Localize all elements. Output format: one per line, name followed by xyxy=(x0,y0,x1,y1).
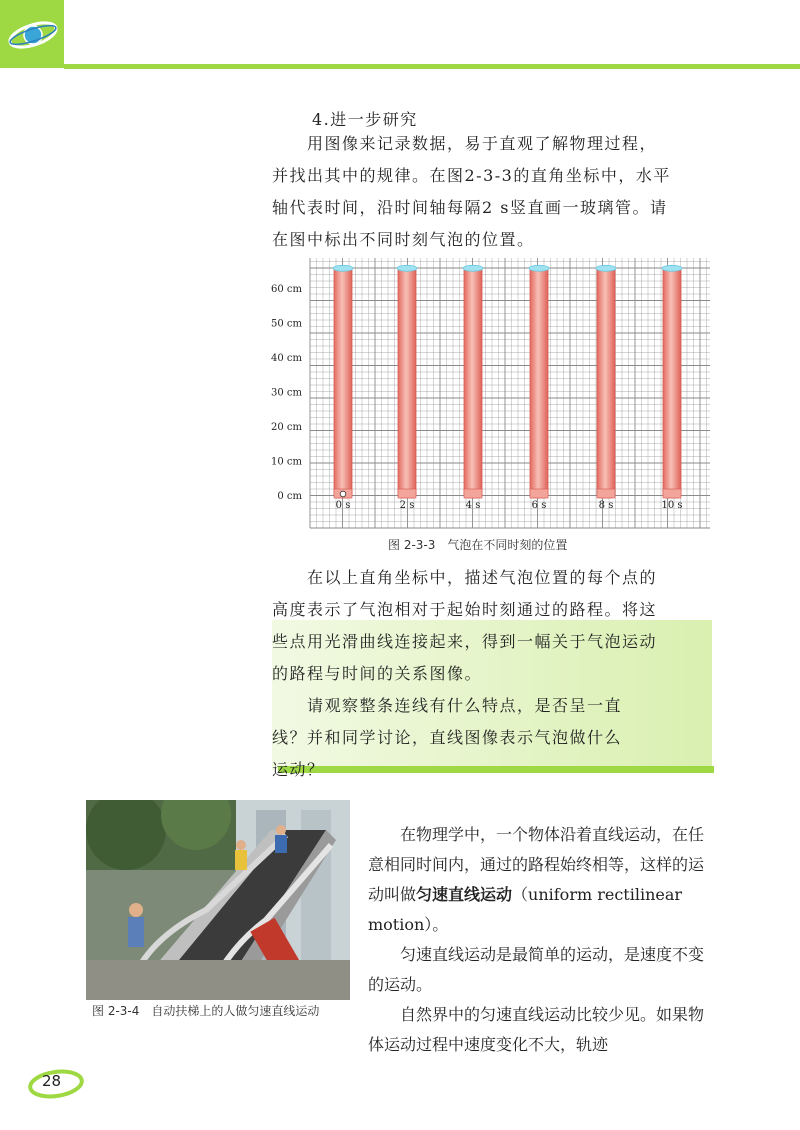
tube-cap xyxy=(596,265,616,271)
page-number: 28 xyxy=(42,1072,62,1090)
grid xyxy=(310,258,710,528)
tube-base xyxy=(398,489,416,498)
section-heading: 4.进一步研究 xyxy=(312,110,418,129)
tube-cap xyxy=(333,265,353,271)
intro-line: 在图中标出不同时刻气泡的位置。 xyxy=(272,230,535,249)
glass-tube xyxy=(530,267,548,498)
discussion-line: 在以上直角坐标中，描述气泡位置的每个点的 xyxy=(272,568,658,587)
body-text xyxy=(368,820,713,1060)
tube-cap xyxy=(662,265,682,271)
figure-caption: 图 2-3-3 气泡在不同时刻的位置 xyxy=(388,538,568,552)
intro-paragraph xyxy=(272,128,712,256)
tube-cap xyxy=(397,265,417,271)
bubble-position-graph xyxy=(240,250,720,540)
discussion-line: 些点用光滑曲线连接起来，得到一幅关于气泡运动 xyxy=(272,632,658,651)
discussion-line: 的路程与时间的关系图像。 xyxy=(272,664,483,683)
intro-line: 并找出其中的规律。在图2-3-3的直角坐标中，水平 xyxy=(272,166,671,185)
y-tick-label: 40 cm xyxy=(271,353,302,364)
intro-line: 轴代表时间，沿时间轴每隔2 s竖直画一玻璃管。请 xyxy=(272,198,668,217)
y-tick-label: 60 cm xyxy=(271,284,302,295)
y-axis-ticks xyxy=(271,284,303,502)
tube-base xyxy=(663,489,681,498)
glass-tube xyxy=(464,267,482,498)
discussion-line: 线？并和同学讨论，直线图像表示气泡做什么 xyxy=(272,728,623,747)
x-tick-label: 0 s xyxy=(335,500,351,511)
x-axis-ticks xyxy=(336,500,683,511)
body-paragraph: 自然界中的匀速直线运动比较少见。如果物体运动过程中速度变化不大，轨迹 xyxy=(368,1005,705,1054)
bubbles xyxy=(340,491,346,497)
y-tick-label: 50 cm xyxy=(271,318,302,330)
body-text-run: 在物理学中，一个物体沿着直线运动，在任意相同时间内，通过的路程始终相等，这样的运动叫做 xyxy=(368,825,705,904)
header-bar xyxy=(0,0,800,70)
y-tick-label: 20 cm xyxy=(271,422,302,433)
body-paragraph xyxy=(368,820,713,940)
x-tick-label: 2 s xyxy=(399,500,415,511)
air-bubble xyxy=(340,491,346,497)
y-tick-label: 30 cm xyxy=(271,387,302,399)
body-text-run: （uniform rectilinear motion）。 xyxy=(368,885,683,934)
discussion-line: 运动？ xyxy=(272,760,325,779)
glass-tube xyxy=(663,267,681,498)
tube-base xyxy=(597,489,615,498)
escalator-photo xyxy=(86,800,350,1000)
y-tick-label: 10 cm xyxy=(271,456,302,468)
figure-caption: 图 2-3-4 自动扶梯上的人做匀速直线运动 xyxy=(92,1004,320,1018)
page-number-badge xyxy=(28,1066,88,1106)
tube-base xyxy=(464,489,482,498)
discussion-line: 高度表示了气泡相对于起始时刻通过的路程。将这 xyxy=(272,600,658,619)
body-paragraph: 匀速直线运动是最简单的运动，是速度不变的运动。 xyxy=(368,945,705,994)
glass-tube xyxy=(334,267,352,498)
tube-base xyxy=(530,489,548,498)
x-tick-label: 8 s xyxy=(598,500,614,511)
tube-cap xyxy=(463,265,483,271)
x-tick-label: 4 s xyxy=(465,500,481,511)
y-tick-label: 0 cm xyxy=(277,491,302,502)
intro-line: 用图像来记录数据，易于直观了解物理过程， xyxy=(272,134,658,153)
key-term: 匀速直线运动 xyxy=(416,885,513,904)
orbit-logo-icon xyxy=(6,16,60,52)
glass-tube xyxy=(597,267,615,498)
x-tick-label: 6 s xyxy=(531,500,547,511)
graph-svg xyxy=(240,250,720,540)
discussion-line: 请观察整条连线有什么特点，是否呈一直 xyxy=(272,696,623,715)
tube-cap xyxy=(529,265,549,271)
discussion-text xyxy=(272,562,712,786)
glass-tube xyxy=(398,267,416,498)
header-rule xyxy=(64,64,800,69)
x-tick-label: 10 s xyxy=(661,500,683,511)
